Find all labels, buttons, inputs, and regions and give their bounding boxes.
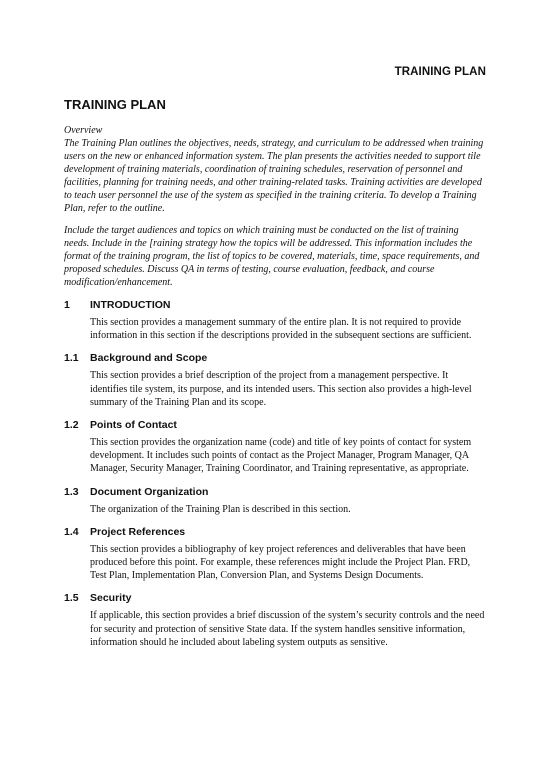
section-heading <box>64 298 486 312</box>
section-points-of-contact <box>64 418 486 476</box>
section-text: This section provides a management summary of the entire plan. It is not required to provide information in this section if the descriptions provided in the subsequent sections are sufficient. <box>90 317 472 342</box>
section-number: 1.5 <box>64 592 79 605</box>
section-text: This section provides the organization name (code) and title of key points of contact for system development. It includes such points of contact as the Project Manager, Program Manager, QA Manager, Security Manager, Training Coordinator, and Training representative, as appropriate. <box>90 437 472 475</box>
section-title: Project References <box>90 525 186 538</box>
overview-paragraph-2: Include the target audiences and topics on which training must be conducted on the list of training needs. Include in the [raining strategy how the topics will be addressed. This information includes the format of the training program, the list of topics to be covered, materials, time, space requirements, and proposed schedules. Discuss QA in terms of testing, course evaluation, feedback, and course modification/enhancement. <box>64 225 480 288</box>
section-number: 1.3 <box>64 485 79 498</box>
section-text: This section provides a bibliography of key project references and deliverables that have been produced before this point. For example, these references might include the Project Plan. FRD, Test Plan, Implementation Plan, Conversion Plan, and Systems Design Documents. <box>90 543 471 582</box>
section-heading <box>64 418 486 432</box>
section-title: Document Organization <box>90 485 209 498</box>
section-heading <box>64 591 486 605</box>
section-heading <box>64 351 486 365</box>
section-background-and-scope <box>64 351 486 409</box>
section-heading <box>64 485 486 499</box>
section-title: Points of Contact <box>90 419 177 432</box>
overview-paragraph-1: The Training Plan outlines the objectives, needs, strategy, and curriculum to be addressed when training users on the new or enhanced information system. The plan presents the activities needed to support tile development of training materials, coordination of training schedules, reservation of personnel and facilities, planning for training needs, and other training-related tasks. Training activities are developed to teach user personnel the use of the system as specified in the training criteria. To develop a Training Plan, refer to the outline. <box>64 138 484 214</box>
section-introduction <box>64 298 486 342</box>
section-document-organization <box>64 485 486 516</box>
section-title: Security <box>90 592 132 605</box>
running-header: TRAINING PLAN <box>394 66 486 78</box>
section-number: 1.2 <box>64 419 79 432</box>
section-title: INTRODUCTION <box>90 299 171 311</box>
document-body <box>64 124 486 649</box>
section-text: If applicable, this section provides a brief discussion of the system’s security controls and the need for security and protection of sensitive State data. If the system handles sensitive information, information should he included about labeling system outputs as sensitive. <box>90 610 485 648</box>
section-security <box>64 591 486 649</box>
section-project-references <box>64 525 486 583</box>
document-title: TRAINING PLAN <box>64 97 166 112</box>
section-number: 1 <box>64 299 70 311</box>
overview-label: Overview <box>64 125 103 136</box>
section-number: 1.1 <box>64 352 79 365</box>
section-title: Background and Scope <box>90 352 208 365</box>
section-text: The organization of the Training Plan is described in this section. <box>90 503 351 515</box>
section-number: 1.4 <box>64 525 79 538</box>
section-text: This section provides a brief description of the project from a management perspective. It identifies tile system, its purpose, and its intended users. This section also provides a high-level summary of the Training Plan and its scope. <box>90 370 472 408</box>
section-heading <box>64 525 486 539</box>
